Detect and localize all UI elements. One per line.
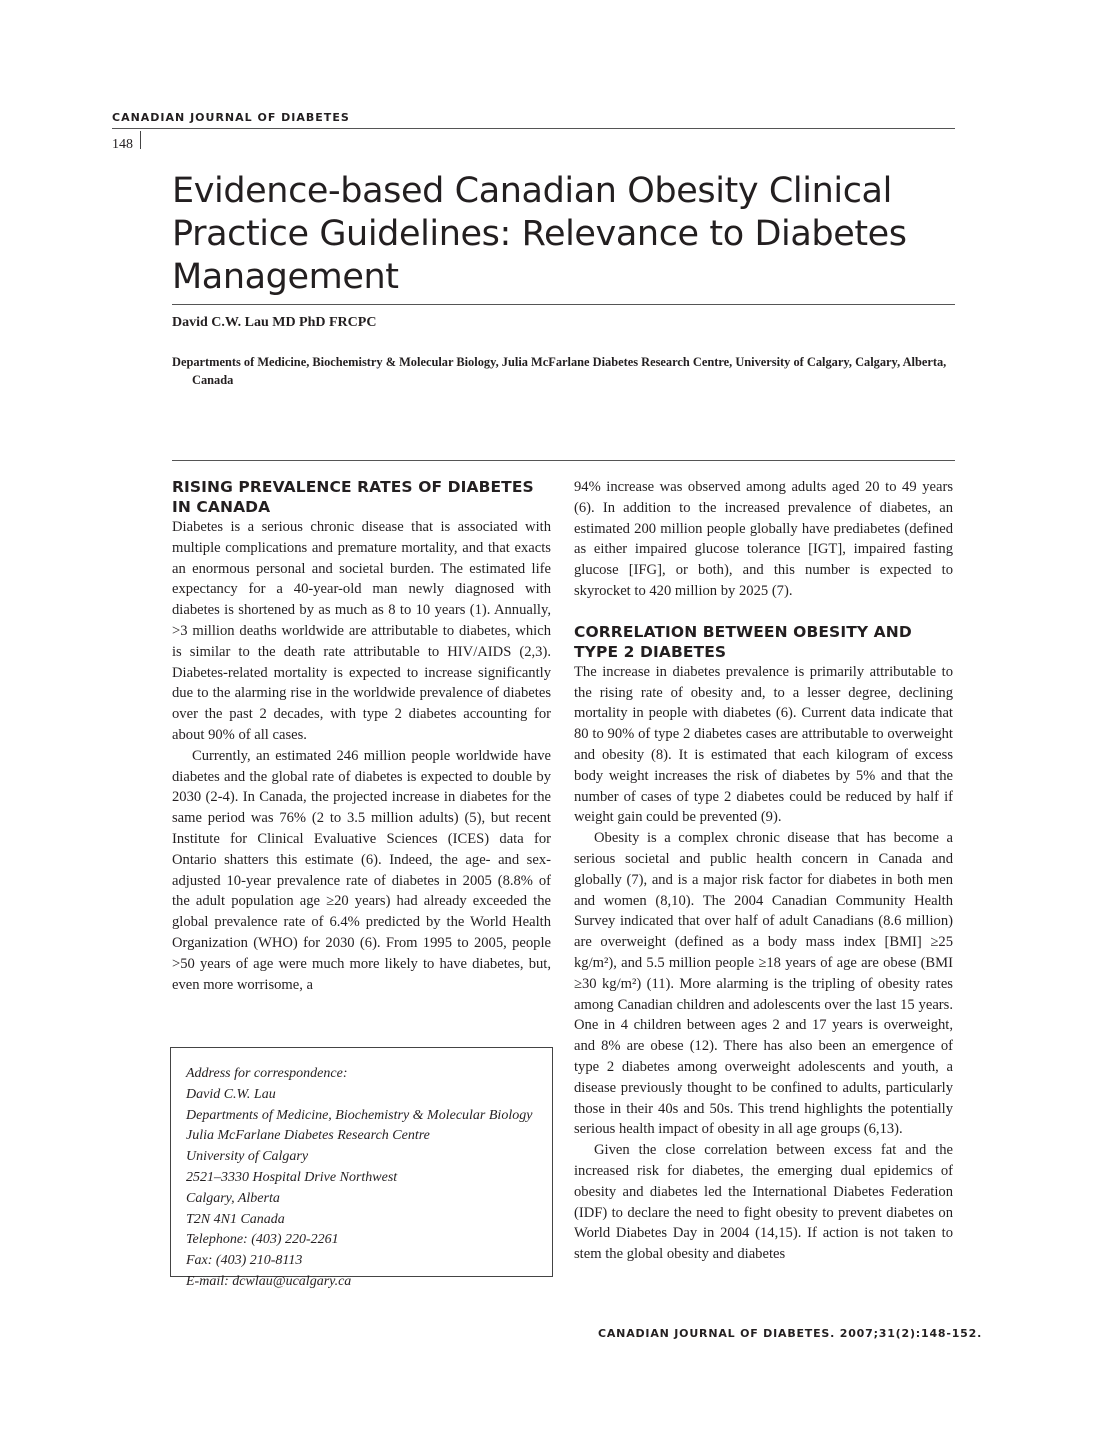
correspondence-box: [170, 1047, 553, 1289]
correspondence-university: University of Calgary: [186, 1149, 309, 1165]
correspondence-name: David C.W. Lau: [186, 1086, 276, 1102]
correspondence-centre: Julia McFarlane Diabetes Research Centre: [186, 1128, 430, 1144]
body-paragraph: 94% increase was observed among adults aged 20 to 49 years (6). In addition to the increased prevalence of diabetes, an estimated 200 million people globally have prediabetes (defined as either impaired glucose tolerance [IGT], impaired fasting glucose [IFG], or both), and this number is expected to skyrocket to 420 million by 2025 (7).: [574, 479, 953, 599]
body-top-rule: [172, 460, 955, 461]
correspondence-postal: T2N 4N1 Canada: [186, 1211, 285, 1227]
page-number: 148: [112, 137, 133, 152]
section-heading-prevalence: RISING PREVALENCE RATES OF DIABETES IN CANADA: [172, 478, 534, 516]
correspondence-label: Address for correspondence:: [186, 1066, 348, 1081]
page-number-divider: [140, 131, 141, 149]
section-heading-correlation: CORRELATION BETWEEN OBESITY AND TYPE 2 DIABETES: [574, 622, 912, 661]
body-paragraph: The increase in diabetes prevalence is primarily attributable to the rising rate of obesity and, to a lesser degree, declining mortality in people with diabetes (6). Current data indicate that 80 to 90% of type 2 diabetes cases are attributable to overweight and obesity (8). It is estimated that each kilogram of excess body weight increases the risk of diabetes by 5% and that the number of cases of type 2 diabetes could be reduced by half if weight gain could be prevented (9).: [574, 663, 953, 826]
body-paragraph: Given the close correlation between excess fat and the increased risk for diabetes, the emerging dual epidemics of obesity and diabetes led the International Diabetes Federation (IDF) to declare the need to fight obesity to prevent diabetes on World Diabetes Day in 2004 (14,15). If action is not taken to stem the global obesity and diabetes: [574, 1142, 953, 1263]
journal-header: CANADIAN JOURNAL OF DIABETES: [112, 111, 350, 124]
correspondence-telephone: Telephone: (403) 220-2261: [186, 1232, 339, 1248]
left-column: [172, 477, 551, 995]
author-line: David C.W. Lau MD PhD FRCPC: [172, 315, 377, 330]
body-paragraph: Currently, an estimated 246 million people worldwide have diabetes and the global rate of diabetes is expected to double by 2030 (2-4). In Canada, the projected increase in diabetes for the same period was 76% (2 to 3.5 million adults) (5), but recent Institute for Clinical Evaluative Sciences (ICES) data for Ontario shatters this estimate (6). Indeed, the age- and sex-adjusted 10-year prevalence rate of diabetes in 2005 (8.8% of the adult population age ≥20 years) had already exceeded the global prevalence rate of 6.4% predicted by the World Health Organization (WHO) for 2030 (6). From 1995 to 2005, people >50 years of age were much more likely to have diabetes, but, even more worrisome, a: [172, 747, 551, 993]
correspondence-department: Departments of Medicine, Biochemistry & Molecular Biology: [186, 1107, 533, 1123]
body-paragraph: Obesity is a complex chronic disease that has become a serious societal and public health concern in Canada and globally (7), and is a major risk factor for diabetes in both men and women (8,10). The 2004 Canadian Community Health Survey indicated that over half of adult Canadians (8.6 million) are overweight (defined as a body mass index [BMI] ≥25 kg/m²), and 5.5 million people ≥18 years of age are obese (BMI ≥30 kg/m²) (11). More alarming is the tripling of obesity rates among Canadian children and adolescents over the last 15 years. One in 4 children between ages 2 and 17 years is overweight, and 8% are obese (12). There has also been an emergence of type 2 diabetes among overweight adolescents and youth, a disease previously thought to be confined to adults, particularly those in their 40s and 50s. This trend highlights the potentially serious health impact of obesity in all age groups (6,13).: [574, 830, 953, 1138]
correspondence-city: Calgary, Alberta: [186, 1190, 280, 1206]
correspondence-email[interactable]: E-mail: dcwlau@ucalgary.ca: [186, 1273, 352, 1289]
correspondence-street: 2521–3330 Hospital Drive Northwest: [186, 1169, 398, 1185]
author-affiliation: Departments of Medicine, Biochemistry & Molecular Biology, Julia McFarlane Diabetes Research Centre, University of Calgary, Calgary, Alberta, Canada: [172, 355, 947, 387]
right-column: [574, 477, 953, 1265]
title-rule: [172, 304, 955, 305]
footer-citation: CANADIAN JOURNAL OF DIABETES. 2007;31(2):148-152.: [598, 1327, 983, 1340]
header-rule: [112, 128, 955, 129]
body-paragraph: Diabetes is a serious chronic disease that is associated with multiple complications and premature mortality, and that exacts an enormous personal and societal burden. The estimated life expectancy for a 40-year-old man newly diagnosed with diabetes is shortened by as much as 8 to 10 years (1). Annually, >3 million deaths worldwide are attributable to diabetes, which is similar to the death rate attributable to HIV/AIDS (2,3). Diabetes-related mortality is expected to increase significantly due to the alarming rise in the worldwide prevalence of diabetes over the past 2 decades, with type 2 diabetes accounting for about 90% of all cases.: [172, 519, 551, 743]
article-title: Evidence-based Canadian Obesity Clinical Practice Guidelines: Relevance to Diabetes Management: [172, 171, 907, 297]
correspondence-fax: Fax: (403) 210-8113: [186, 1253, 303, 1269]
